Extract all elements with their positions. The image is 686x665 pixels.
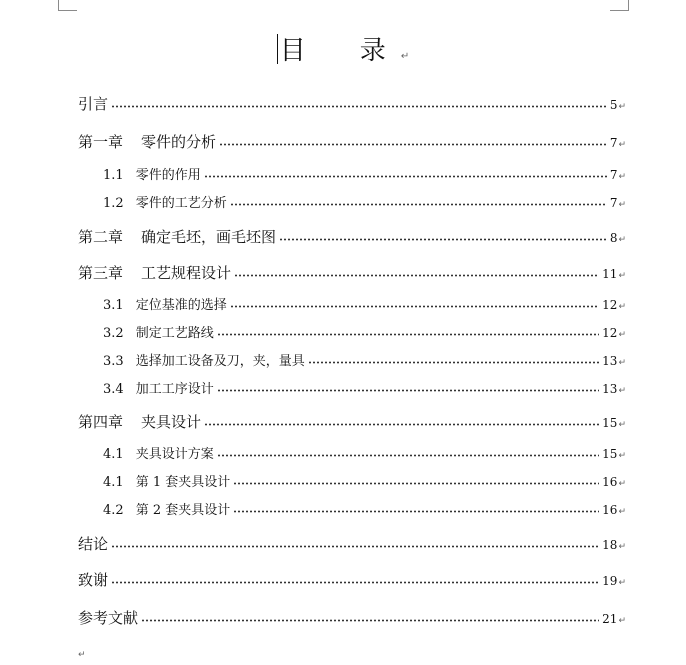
paragraph-mark-icon: ↵ <box>618 451 626 461</box>
toc-entry[interactable] <box>103 443 626 462</box>
paragraph-mark-icon: ↵ <box>618 386 626 396</box>
toc-dot-leader <box>233 510 599 513</box>
toc-entry-number: 4.1 <box>103 447 124 462</box>
toc-entry-label: 致谢 <box>78 571 109 589</box>
toc-entry[interactable] <box>103 350 626 369</box>
toc-entry[interactable] <box>78 262 626 283</box>
toc-entry-number: 1.2 <box>103 196 124 211</box>
toc-entry-label: 结论 <box>78 535 109 553</box>
toc-dot-leader <box>111 545 599 548</box>
toc-entry[interactable] <box>78 569 626 590</box>
toc-entry-page-number: 12 <box>602 326 618 340</box>
toc-entry-page-number: 19 <box>602 574 618 588</box>
toc-dot-leader <box>217 454 599 457</box>
toc-entry-label: 确定毛坯，画毛坯图 <box>141 228 277 246</box>
toc-entry-number: 3.2 <box>103 326 124 341</box>
toc-entry-number: 第四章 <box>78 413 124 431</box>
toc-entry-label: 零件的工艺分析 <box>135 196 227 211</box>
paragraph-mark-icon: ↵ <box>618 479 626 489</box>
toc-entry-page-number: 8 <box>609 231 618 245</box>
paragraph-mark-icon: ↵ <box>400 51 410 62</box>
toc-dot-leader <box>279 238 607 241</box>
paragraph-mark-icon: ↵ <box>618 358 626 368</box>
toc-entry[interactable] <box>103 294 626 313</box>
toc-entry-label: 第 1 套夹具设计 <box>135 475 231 490</box>
toc-dot-leader <box>217 389 599 392</box>
toc-entry-label: 加工工序设计 <box>135 382 214 397</box>
toc-entry-label: 参考文献 <box>78 609 139 627</box>
toc-entry[interactable] <box>103 164 626 183</box>
toc-entry-page-number: 13 <box>602 354 618 368</box>
toc-entry[interactable] <box>103 378 626 397</box>
toc-entry[interactable] <box>103 471 626 490</box>
toc-entry-label: 夹具设计 <box>141 413 202 431</box>
paragraph-mark-icon: ↵ <box>618 140 626 150</box>
paragraph-mark-icon: ↵ <box>618 507 626 517</box>
toc-entry-page-number: 15 <box>602 416 618 430</box>
paragraph-mark-icon: ↵ <box>618 420 626 430</box>
toc-entry-page-number: 7 <box>609 168 618 182</box>
toc-entry[interactable] <box>78 226 626 247</box>
toc-dot-leader <box>219 143 607 146</box>
paragraph-mark-icon: ↵ <box>618 172 626 182</box>
toc-entry-number: 第二章 <box>78 228 124 246</box>
toc-entry-page-number: 7 <box>609 136 618 150</box>
toc-entry-page-number: 7 <box>609 196 618 210</box>
page-corner-mark-right <box>610 0 629 11</box>
toc-entry-page-number: 21 <box>602 612 618 626</box>
paragraph-mark-icon: ↵ <box>618 616 626 626</box>
paragraph-mark-icon: ↵ <box>618 578 626 588</box>
paragraph-mark-icon: ↵ <box>618 542 626 552</box>
toc-entry-page-number: 5 <box>609 98 618 112</box>
toc-entry-number: 4.1 <box>103 475 124 490</box>
toc-dot-leader <box>111 105 607 108</box>
paragraph-mark-icon: ↵ <box>618 271 626 281</box>
toc-entry-page-number: 18 <box>602 538 618 552</box>
toc-entry-label: 选择加工设备及刀，夹，量具 <box>135 354 305 369</box>
toc-entry-number: 3.4 <box>103 382 124 397</box>
toc-entry[interactable] <box>78 411 626 432</box>
toc-dot-leader <box>204 423 599 426</box>
toc-entry-number: 1.1 <box>103 168 124 183</box>
toc-entry-page-number: 15 <box>602 447 618 461</box>
toc-dot-leader <box>141 619 599 622</box>
paragraph-mark-icon: ↵ <box>618 235 626 245</box>
toc-dot-leader <box>230 305 599 308</box>
paragraph-mark-icon: ↵ <box>618 302 626 312</box>
toc-dot-leader <box>111 581 599 584</box>
toc-entry[interactable] <box>103 499 626 518</box>
toc-entry-number: 第一章 <box>78 133 124 151</box>
toc-entry-page-number: 16 <box>602 503 618 517</box>
toc-entry-label: 夹具设计方案 <box>135 447 214 462</box>
toc-title[interactable] <box>0 30 686 67</box>
toc-entry[interactable] <box>78 93 626 114</box>
toc-entry-label: 定位基准的选择 <box>135 298 227 313</box>
paragraph-mark-icon: ↵ <box>618 200 626 210</box>
toc-entry-label: 零件的作用 <box>135 168 201 183</box>
toc-entry[interactable] <box>103 322 626 341</box>
paragraph-mark-icon: ↵ <box>78 650 86 660</box>
toc-entry[interactable] <box>78 533 626 554</box>
toc-entry-page-number: 13 <box>602 382 618 396</box>
toc-entry-number: 4.2 <box>103 503 124 518</box>
text-cursor <box>277 34 278 64</box>
trailing-paragraph[interactable] <box>77 642 86 661</box>
toc-dot-leader <box>233 482 599 485</box>
toc-dot-leader <box>204 175 607 178</box>
toc-entry-label: 引言 <box>78 95 109 113</box>
paragraph-mark-icon: ↵ <box>618 102 626 112</box>
toc-entry[interactable] <box>78 607 626 628</box>
toc-entry-label: 制定工艺路线 <box>135 326 214 341</box>
toc-entry-page-number: 16 <box>602 475 618 489</box>
toc-dot-leader <box>217 333 599 336</box>
toc-entry-label: 第 2 套夹具设计 <box>135 503 231 518</box>
toc-entry-page-number: 12 <box>602 298 618 312</box>
toc-entry-number: 3.1 <box>103 298 124 313</box>
toc-dot-leader <box>308 361 599 364</box>
toc-entry-number: 3.3 <box>103 354 124 369</box>
toc-entry-label: 零件的分析 <box>141 133 217 151</box>
page-corner-mark-left <box>58 0 77 11</box>
toc-entry[interactable] <box>78 131 626 152</box>
toc-entry-number: 第三章 <box>78 264 124 282</box>
toc-title-text: 目 录 <box>279 36 400 66</box>
paragraph-mark-icon: ↵ <box>618 330 626 340</box>
toc-entry[interactable] <box>103 192 626 211</box>
toc-entry-page-number: 11 <box>602 267 618 281</box>
toc-entry-label: 工艺规程设计 <box>141 264 232 282</box>
toc-dot-leader <box>230 203 607 206</box>
toc-dot-leader <box>234 274 599 277</box>
